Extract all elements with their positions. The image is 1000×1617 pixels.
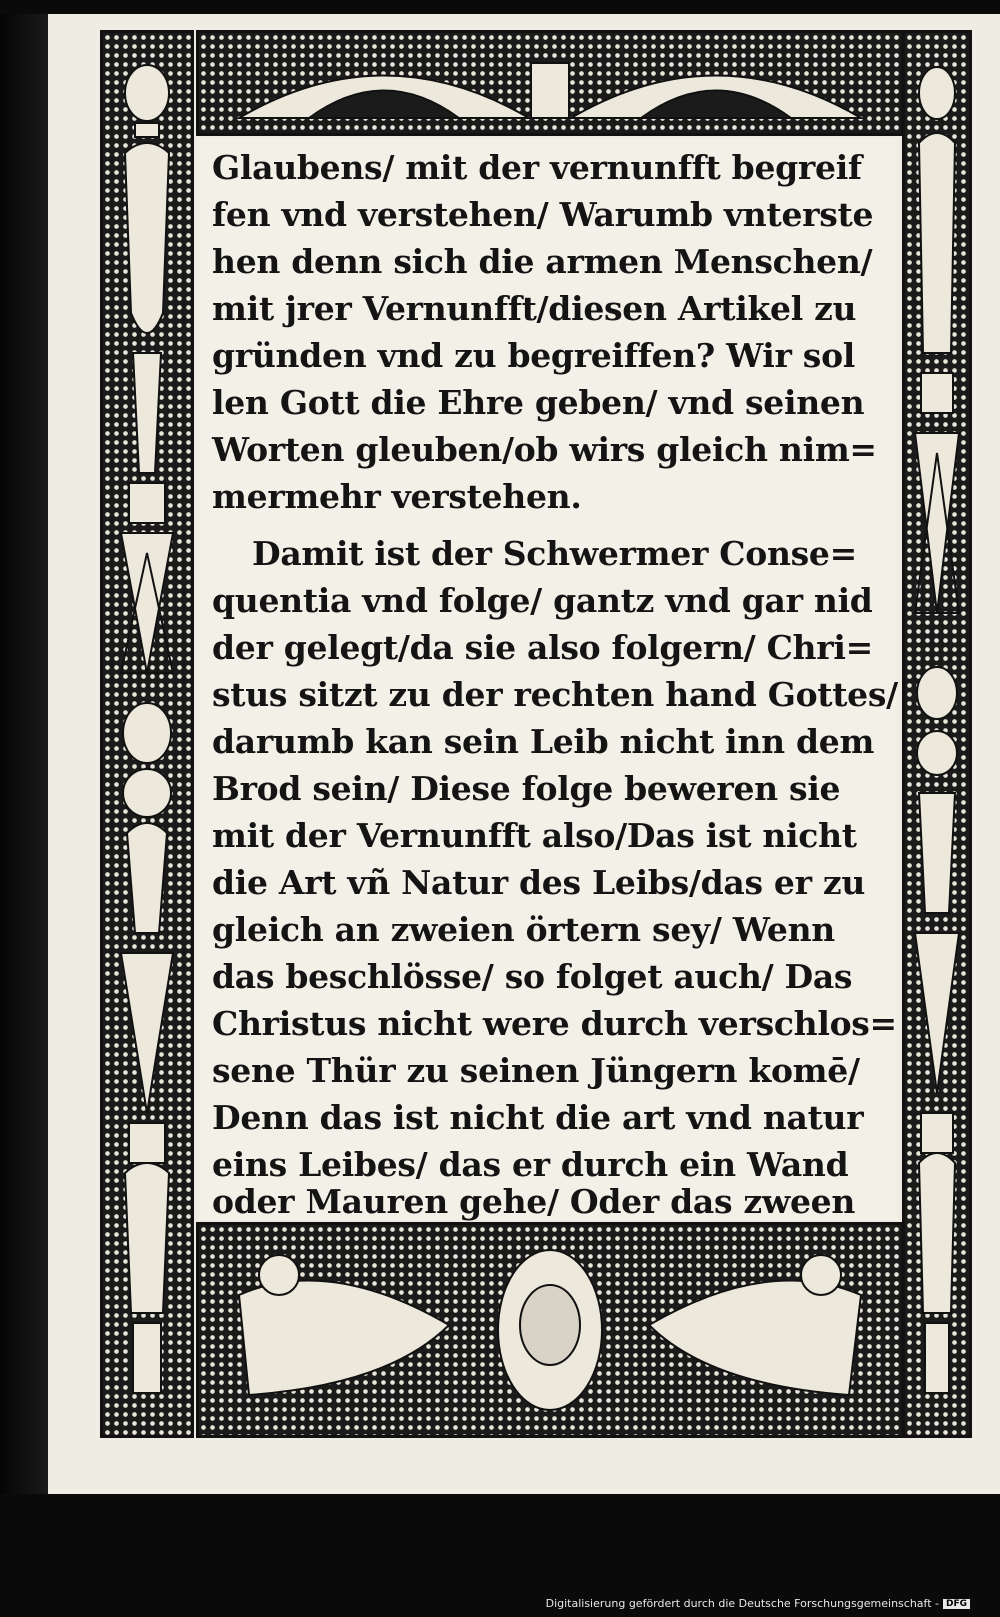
column-ornament-icon	[911, 53, 963, 1413]
text-line: darumb kan sein Leib nicht inn dem	[212, 722, 875, 761]
page-edge-shadow	[0, 14, 48, 1494]
text-line: quentia vnd folge/ gantz vnd gar nid	[212, 581, 873, 620]
text-line: fen vnd verstehen/ Warumb vnterste	[212, 195, 874, 234]
paragraph-first-line: Damit ist der Schwermer Conse=	[252, 534, 857, 573]
credit-text: Digitalisierung gefördert durch die Deutsche Forschungsgemeinschaft -	[545, 1597, 939, 1610]
text-line: die Art vñ Natur des Leibs/das er zu	[212, 863, 866, 902]
text-line: len Gott die Ehre geben/ vnd seinen	[212, 383, 865, 422]
text-block	[198, 138, 898, 1220]
digitization-credit	[546, 1597, 970, 1610]
text-line: Christus nicht were durch verschlos=	[212, 1004, 897, 1043]
text-line: mermehr verstehen.	[212, 477, 582, 516]
text-line: mit jrer Vernunfft/diesen Artikel zu	[212, 289, 857, 328]
text-line: sene Thür zu seinen Jüngern komē/	[212, 1051, 860, 1090]
text-line: Glaubens/ mit der vernunfft begreif	[212, 148, 862, 187]
vase-ornament-icon	[115, 53, 179, 1413]
text-line: Worten gleuben/ob wirs gleich nim=	[212, 430, 877, 469]
text-line: oder Mauren gehe/ Oder das zween	[212, 1182, 856, 1221]
woodcut-border-left-column	[100, 30, 194, 1438]
text-line: hen denn sich die armen Menschen/	[212, 242, 873, 281]
text-line: gleich an zweien örtern sey/ Wenn	[212, 910, 835, 949]
text-line: Denn das ist nicht die art vnd natur	[212, 1098, 864, 1137]
woodcut-border-right-column	[902, 30, 972, 1438]
text-line: gründen vnd zu begreiffen? Wir sol	[212, 336, 856, 375]
text-line: stus sitzt zu der rechten hand Gottes/	[212, 675, 898, 714]
woodcut-border-top-band	[196, 30, 904, 136]
putti-and-medallion-ornament-icon	[209, 1235, 891, 1425]
text-line: mit der Vernunfft also/Das ist nicht	[212, 816, 857, 855]
text-line: eins Leibes/ das er durch ein Wand	[212, 1145, 849, 1184]
woodcut-border-bottom-band	[196, 1222, 904, 1438]
text-line: der gelegt/da sie also folgern/ Chri=	[212, 628, 873, 667]
dfg-logo: DFG	[943, 1599, 970, 1609]
fan-shell-ornament-icon	[219, 43, 881, 123]
text-line: Brod sein/ Diese folge beweren sie	[212, 769, 841, 808]
text-line: das beschlösse/ so folget auch/ Das	[212, 957, 853, 996]
